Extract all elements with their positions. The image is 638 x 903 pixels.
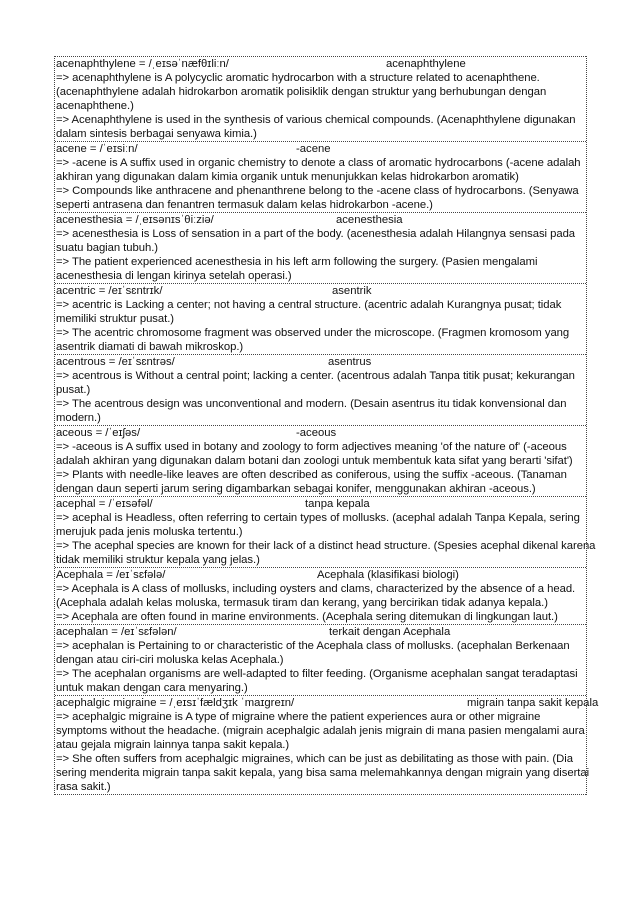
translation: Acephala (klasifikasi biologi): [317, 569, 459, 581]
definition-line: akhiran yang digunakan dalam kimia organik untuk menunjukkan kelas hidrokarbon aromatik): [56, 171, 519, 183]
definition-line: => acephal is Headless, often referring to certain types of mollusks. (acephal adalah Tanpa Kepala, sering: [56, 512, 580, 524]
dictionary-entry: [55, 425, 586, 496]
entry-header: [56, 426, 585, 440]
entry-header: [56, 213, 585, 227]
definition-line: sering menderita migrain tanpa sakit kepala, yang bisa sama melemahkannya dengan migrain yang disertai: [56, 767, 590, 779]
definition-line: memiliki struktur pusat.): [56, 313, 175, 325]
definition-line: asentrik diamati di bawah mikroskop.): [56, 341, 244, 353]
definition-line: untuk makan dengan cara menyaring.): [56, 682, 248, 694]
dictionary-entry: [55, 567, 586, 624]
definition-line: (acenaphthylene adalah hidrokarbon aromatik polisiklik dengan struktur yang berhubungan dengan: [56, 86, 547, 98]
definition-line: => The acephal species are known for their lack of a distinct head structure. (Spesies acephal dikenal karena: [56, 540, 596, 552]
translation: asentrik: [332, 285, 372, 297]
headword-pronunciation: acentric = /eɪˈsɛntrɪk/: [56, 285, 163, 297]
definition-line: => Acephala are often found in marine environments. (Acephala sering ditemukan di lingkungan laut.): [56, 611, 558, 623]
translation: acenesthesia: [336, 214, 403, 226]
headword-pronunciation: acenesthesia = /ˌeɪsənɪsˈθiːziə/: [56, 214, 214, 226]
dictionary-entry: [55, 283, 586, 354]
dictionary-entry: [55, 496, 596, 567]
definition-line: acenesthesia di lengan kirinya setelah operasi.): [56, 270, 292, 282]
entry-header: [56, 625, 585, 639]
definition-line: => Acenaphthylene is used in the synthesis of various chemical compounds. (Acenaphthylene digunakan: [56, 114, 576, 126]
entry-header: [56, 355, 585, 369]
translation: terkait dengan Acephala: [329, 626, 451, 638]
definition-line: modern.): [56, 412, 101, 424]
headword-pronunciation: acenaphthylene = /ˌeɪsəˈnæfθɪliːn/: [56, 58, 229, 70]
entry-header: [56, 57, 585, 71]
definition-line: => Compounds like anthracene and phenanthrene belong to the -acene class of hydrocarbons. (Senyawa: [56, 185, 579, 197]
entry-header: [56, 696, 599, 710]
translation: tanpa kepala: [305, 498, 370, 510]
entry-header: [56, 142, 585, 156]
definition-line: seperti antrasena dan fenantren termasuk dalam kelas hidrokarbon -acene.): [56, 199, 433, 211]
headword-pronunciation: acephalgic migraine = /ˌeɪsɪˈfældʒɪk ˈmaɪɡreɪn/: [56, 697, 295, 709]
headword-pronunciation: Acephala = /eɪˈsɛfələ/: [56, 569, 166, 581]
headword-pronunciation: acephalan = /eɪˈsɛfələn/: [56, 626, 177, 638]
definition-line: => -aceous is A suffix used in botany and zoology to form adjectives meaning 'of the nature of' (-aceous: [56, 441, 567, 453]
definition-line: rasa sakit.): [56, 781, 111, 793]
definition-line: (Acephala adalah kelas moluska, termasuk tiram dan kerang, yang bercirikan tidak adanya kepala.): [56, 597, 548, 609]
translation: acenaphthylene: [386, 58, 466, 70]
definition-line: dengan daun seperti jarum sering digambarkan sebagai konifer, menggunakan akhiran -aceous.): [56, 483, 536, 495]
translation: -aceous: [296, 427, 337, 439]
definition-line: adalah akhiran yang digunakan dalam botani dan zoologi untuk membentuk kata sifat yang berarti 'sifat'): [56, 455, 573, 467]
dictionary-entry: [55, 624, 586, 695]
definition-line: => acentrous is Without a central point; lacking a center. (acentrous adalah Tanpa titik pusat; kekurangan: [56, 370, 575, 382]
definition-line: => acephalan is Pertaining to or characteristic of the Acephala class of mollusks. (acephalan Berkenaan: [56, 640, 570, 652]
headword-pronunciation: acene = /ˈeɪsiːn/: [56, 143, 138, 155]
translation: -acene: [296, 143, 331, 155]
translation: migrain tanpa sakit kepala: [467, 697, 599, 709]
translation: asentrus: [328, 356, 372, 368]
dictionary-page: [54, 56, 599, 795]
definition-line: merujuk pada jenis moluska tertentu.): [56, 526, 243, 538]
dictionary-entry: [55, 141, 586, 212]
definition-line: => Acephala is A class of mollusks, including oysters and clams, characterized by the absence of a head.: [56, 583, 576, 595]
definition-line: => Plants with needle-like leaves are often described as coniferous, using the suffix -aceous. (Tanaman: [56, 469, 567, 481]
entry-header: [56, 284, 585, 298]
dictionary-entry: [55, 695, 599, 795]
dictionary-entry: [55, 354, 586, 425]
definition-line: => She often suffers from acephalgic migraines, which can be just as debilitating as those with pain. (Dia: [56, 753, 573, 765]
headword-pronunciation: acentrous = /eɪˈsɛntrəs/: [56, 356, 175, 368]
definition-line: symptoms without the headache. (migrain acephalgic adalah jenis migrain di mana pasien mengalami aura: [56, 725, 585, 737]
definition-line: => The acephalan organisms are well-adapted to filter feeding. (Organisme acephalan sangat teradaptasi: [56, 668, 578, 680]
definition-line: tidak memiliki struktur kepala yang jelas.): [56, 554, 260, 566]
definition-line: => acentric is Lacking a center; not having a central structure. (acentric adalah Kurangnya pusat; tidak: [56, 299, 562, 311]
definition-line: => -acene is A suffix used in organic chemistry to denote a class of aromatic hydrocarbons (-acene adalah: [56, 157, 581, 169]
headword-pronunciation: aceous = /ˈeɪʃəs/: [56, 427, 141, 439]
definition-line: => The acentrous design was unconventional and modern. (Desain asentrus itu tidak konvensional dan: [56, 398, 567, 410]
definition-line: => acenaphthylene is A polycyclic aromatic hydrocarbon with a structure related to acenaphthene.: [56, 72, 540, 84]
definition-line: suatu bagian tubuh.): [56, 242, 159, 254]
dictionary-entry: [55, 212, 586, 283]
definition-line: dengan atau ciri-ciri moluska kelas Acephala.): [56, 654, 284, 666]
entry-header: [56, 497, 585, 511]
definition-line: atau gejala migrain lainnya tanpa sakit kepala.): [56, 739, 290, 751]
definition-line: pusat.): [56, 384, 91, 396]
definition-line: acenaphthene.): [56, 100, 134, 112]
definition-line: dalam sintesis berbagai senyawa kimia.): [56, 128, 257, 140]
definition-line: => acenesthesia is Loss of sensation in a part of the body. (acenesthesia adalah Hilangnya sensasi pada: [56, 228, 576, 240]
definition-line: => The patient experienced acenesthesia in his left arm following the surgery. (Pasien mengalami: [56, 256, 538, 268]
headword-pronunciation: acephal = /ˈeɪsəfəl/: [56, 498, 153, 510]
definition-line: => acephalgic migraine is A type of migraine where the patient experiences aura or other migraine: [56, 711, 541, 723]
entry-header: [56, 568, 585, 582]
dictionary-entry: [55, 56, 586, 141]
definition-line: => The acentric chromosome fragment was observed under the microscope. (Fragmen kromosom yang: [56, 327, 570, 339]
